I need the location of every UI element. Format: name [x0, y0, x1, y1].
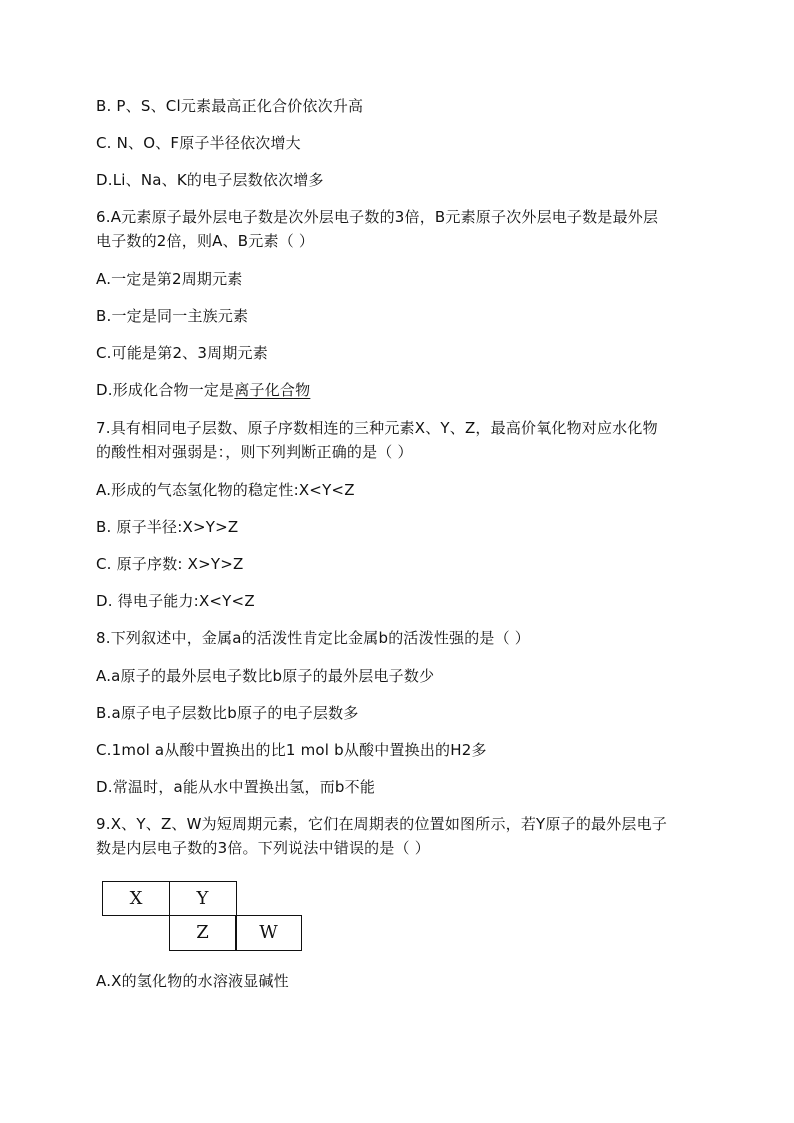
question-8: 8.下列叙述中，金属a的活泼性肯定比金属b的活泼性强的是（ ） [96, 629, 530, 647]
option-d-q7: D. 得电子能力:X<Y<Z [96, 592, 255, 610]
question-9-line-1: 9.X、Y、Z、W为短周期元素，它们在周期表的位置如图所示，若Y原子的最外层电子 [96, 815, 668, 833]
question-7-line-1: 7.具有相同电子层数、原子序数相连的三种元素X、Y、Z，最高价氧化物对应水化物 [96, 419, 658, 437]
option-d-q6-text: D.形成化合物一定是 [96, 381, 235, 399]
option-d-q8: D.常温时，a能从水中置换出氢，而b不能 [96, 778, 376, 796]
option-a-q6: A.一定是第2周期元素 [96, 270, 243, 288]
cell-x: X [102, 881, 170, 916]
option-d-q6 [96, 380, 310, 400]
question-9-line-2: 数是内层电子数的3倍。下列说法中错误的是（ ） [96, 839, 430, 857]
option-b-q5: B. P、S、Cl元素最高正化合价依次升高 [96, 97, 364, 115]
option-b-q8: B.a原子电子层数比b原子的电子层数多 [96, 704, 359, 722]
option-c-q8: C.1mol a从酸中置换出的比1 mol b从酸中置换出的H2多 [96, 741, 487, 759]
option-c-q6: C.可能是第2、3周期元素 [96, 344, 268, 362]
option-a-q9: A.X的氢化物的水溶液显碱性 [96, 972, 289, 990]
option-b-q6: B.一定是同一主族元素 [96, 307, 249, 325]
cell-z: Z [169, 915, 237, 951]
question-6-line-2: 电子数的2倍，则A、B元素（ ） [96, 232, 315, 250]
option-a-q7: A.形成的气态氢化物的稳定性:X<Y<Z [96, 481, 355, 499]
cell-w: W [235, 915, 302, 951]
option-d-q5: D.Li、Na、K的电子层数依次增多 [96, 171, 324, 189]
option-d-q6-underlined: 离子化合物 [234, 381, 311, 399]
option-c-q5: C. N、O、F原子半径依次增大 [96, 134, 301, 152]
cell-y: Y [169, 881, 237, 916]
option-b-q7: B. 原子半径:X>Y>Z [96, 518, 239, 536]
option-a-q8: A.a原子的最外层电子数比b原子的最外层电子数少 [96, 667, 435, 685]
question-6-line-1: 6.A元素原子最外层电子数是次外层电子数的3倍，B元素原子次外层电子数是最外层 [96, 208, 659, 226]
periodic-table-fragment [102, 881, 302, 951]
option-c-q7: C. 原子序数: X>Y>Z [96, 555, 244, 573]
question-7-line-2: 的酸性相对强弱是：，则下列判断正确的是（ ） [96, 443, 413, 461]
